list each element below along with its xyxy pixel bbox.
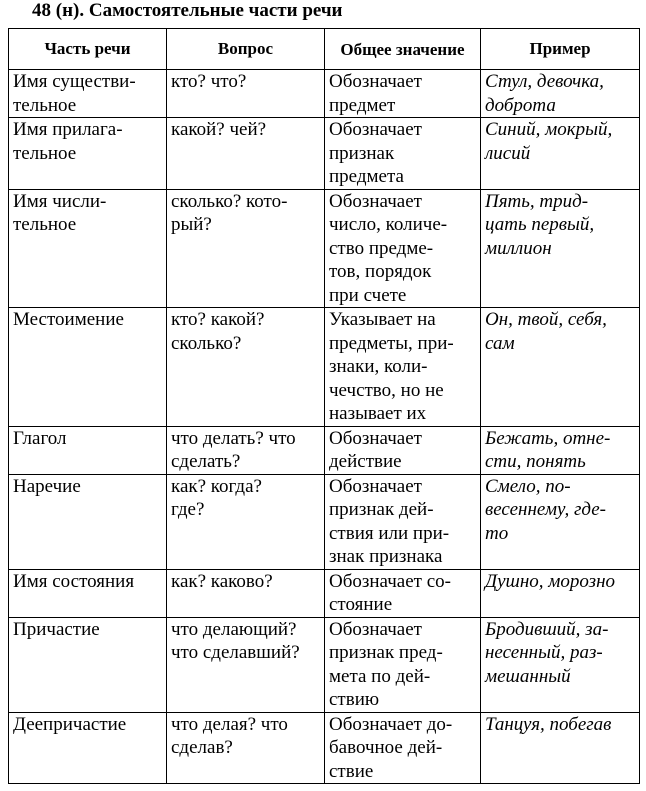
- cell-part: Имя состояния: [9, 569, 167, 617]
- table-row: [9, 118, 640, 190]
- column-header-question: Вопрос: [167, 29, 325, 70]
- cell-question: что делать? что сделать?: [167, 426, 325, 474]
- cell-meaning: Обозначает со- стояние: [325, 569, 481, 617]
- cell-example: Смело, по- весеннему, где- то: [481, 474, 640, 569]
- cell-meaning: Указывает на предметы, при- знаки, коли- чечство, но не называет их: [325, 308, 481, 427]
- cell-question: что делающий? что сделавший?: [167, 617, 325, 712]
- cell-part: Имя числи- тельное: [9, 189, 167, 308]
- cell-example: Душно, морозно: [481, 569, 640, 617]
- cell-part: Местоимение: [9, 308, 167, 427]
- cell-part: Глагол: [9, 426, 167, 474]
- table-header-row: [9, 29, 640, 70]
- cell-question: как? когда? где?: [167, 474, 325, 569]
- cell-example: Стул, девочка, доброта: [481, 70, 640, 118]
- table-row: [9, 617, 640, 712]
- cell-part: Имя существи- тельное: [9, 70, 167, 118]
- cell-question: что делая? что сделав?: [167, 712, 325, 784]
- cell-example: Он, твой, себя, сам: [481, 308, 640, 427]
- cell-meaning: Обозначает признак пред- мета по дей- ствию: [325, 617, 481, 712]
- cell-question: как? каково?: [167, 569, 325, 617]
- cell-example: Синий, мокрый, лисий: [481, 118, 640, 190]
- cell-meaning: Обозначает предмет: [325, 70, 481, 118]
- table-row: [9, 426, 640, 474]
- table-row: [9, 70, 640, 118]
- cell-part: Деепричастие: [9, 712, 167, 784]
- table-row: [9, 308, 640, 427]
- table-row: [9, 189, 640, 308]
- cell-question: кто? какой? сколько?: [167, 308, 325, 427]
- table-row: [9, 569, 640, 617]
- cell-meaning: Обозначает число, количе- ство предме- тов, порядок при счете: [325, 189, 481, 308]
- cell-part: Наречие: [9, 474, 167, 569]
- cell-meaning: Обозначает до- бавочное дей- ствие: [325, 712, 481, 784]
- cell-example: Бродивший, за- несенный, раз- мешанный: [481, 617, 640, 712]
- cell-meaning: Обозначает признак дей- ствия или при- знак признака: [325, 474, 481, 569]
- parts-of-speech-table: [8, 28, 640, 784]
- cell-meaning: Обозначает действие: [325, 426, 481, 474]
- cell-part: Причастие: [9, 617, 167, 712]
- cell-question: какой? чей?: [167, 118, 325, 190]
- column-header-part: Часть речи: [9, 29, 167, 70]
- cell-part: Имя прилага- тельное: [9, 118, 167, 190]
- page-title: 48 (н). Самостоятельные части речи: [32, 0, 343, 21]
- cell-meaning: Обозначает признак предмета: [325, 118, 481, 190]
- column-header-example: Пример: [481, 29, 640, 70]
- cell-question: кто? что?: [167, 70, 325, 118]
- cell-example: Пять, трид- цать первый, миллион: [481, 189, 640, 308]
- cell-question: сколько? кото- рый?: [167, 189, 325, 308]
- table-row: [9, 474, 640, 569]
- table-row: [9, 712, 640, 784]
- column-header-meaning: Общее значение: [325, 29, 481, 70]
- cell-example: Бежать, отне- сти, понять: [481, 426, 640, 474]
- cell-example: Танцуя, побегав: [481, 712, 640, 784]
